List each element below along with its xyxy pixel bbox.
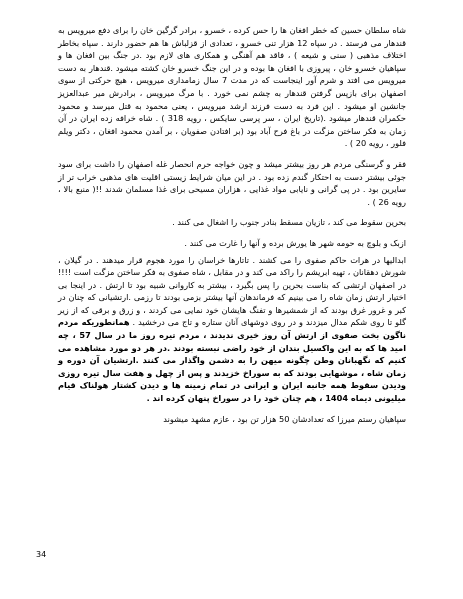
paragraph-5-regular: ابدالیها در هرات حاکم صفوی را می کشند . تاتارها خراسان را مورد هجوم قرار میدهند . در گیلان ، شورش دهقانان ، تهیه ابریشم را راکد می کند و در مقابل ، شاه صفوی به فکر ساختن مزگت است !!!! در اصفهان ارتشی که بناست بحرین را پس بگیرد ، بیشتر به کاروانی شبیه بود تا ارتش . در اینجا بی اختیار ارتش زمان شاه را می بینیم که فرماندهان آنها بیشتر بزمی بودند تا رزمی .ارتشیانی که چنان در کبر و غرور غرق بودند که از شمشیرها و تفنگ هایشان خود نمایی می کردند ، و زرق و برقی که از زیر گلو تا روی شکم مدال میزدند و در روی دوشهای آنان ستاره و تاج می درخشید . (58, 254, 407, 328)
paragraph-3: بحرین سقوط می کند ، تازیان مسقط بنادر جنوب را اشغال می کنند . (172, 217, 406, 228)
document-body (58, 24, 406, 433)
paragraph-5-bold: همانطوریکه مردم ناگون بخت صفوی از ارتش آن روز خیری ندیدند ، مردم تیره روز ما در سال 57 ، چه امید ها که به این واکسیل بندان از خود راضی نبسته بودند .در هر دو مورد مشاهده می کنیم که نگهبانان وطن چگونه میهن را به دشمن واگذار می کنند .ارتشیان آن دوره و زمان شاه ، موشهایی بودند که به سوراخ خزیدند و پس از چهل و هفت سال تیره روزی ودیدن سقوط همه جانبه ایران و ایرانی در تمام زمینه ها و دیدن کشتار هولناک قیام میلیونی دیماه 1404 ، هم چنان خود را در سوراخ پنهان کرده اند . (58, 317, 406, 404)
page-number: 34 (36, 550, 47, 559)
paragraph-2: فقر و گرسنگی مردم هر روز بیشتر میشد و چون خواجه حرم انحصار غله اصفهان را داشت برای سود جوئی بیشتر دست به احتکار گندم زده بود . در این میان شرایط زیستی اقلیت های مذهبی خراب تر از سایرین بود . در پی گرانی و نایابی مواد غذایی ، هزاران مسیحی برای غذا مسلمان شدند !!( منبع بالا ، رویه 26 ) . (58, 158, 406, 207)
paragraph-6: سپاهیان رستم میرزا که تعدادشان 50 هزار تن بود ، عازم مشهد میشوند (163, 413, 406, 424)
paragraph-5 (58, 254, 406, 405)
paragraph-1: شاه سلطان حسین که خطر افغان ها را حس کرده ، خسرو ، برادر گرگین خان را برای دفع میرویس به قندهار می فرستد . در سپاه 12 هزار تنی خسرو ، تعدادی از قزلباش ها هم حضور دارند . سپاه بخاطر اختلاف مذهبی ( سنی و شیعه ) ، فاقد هم آهنگی و همکاری های لازم بود .در جنگ بین افغان ها و سپاهیان خسرو خان ، پیروزی با افغان ها بوده و در این جنگ خسرو خان کشته میشود .قندهار به دست میرویس می افتد و شرم آور اینجاست که در مدت 7 سال زمامداری میرویس ، هیچ حرکتی از سوی اصفهان برای بازپس گرفتن قندهار به چشم نمی خورد . با مرگ میرویس ، برادرش میر عبدالعزیز جانشین او میشود . این فرد به دست فرزند ارشد میرویس ، یعنی محمود به قتل میرسد و محمود حکمران قندهار میشود .(تاریخ ایران ، سر پرسی سایکس ، رویه 318 ) . شاه خرافه زده ایران در آن زمان به فکر ساختن مزگت در باغ فرح آباد بود (بر افتادن صفویان ، بر آمدن محمود افغان ، دکتر ویلم فلور ، رویه 20 ) . (58, 25, 406, 149)
paragraph-4: ازبک و بلوچ به حومه شهر ها یورش برده و آنها را غارت می کنند . (184, 237, 406, 248)
